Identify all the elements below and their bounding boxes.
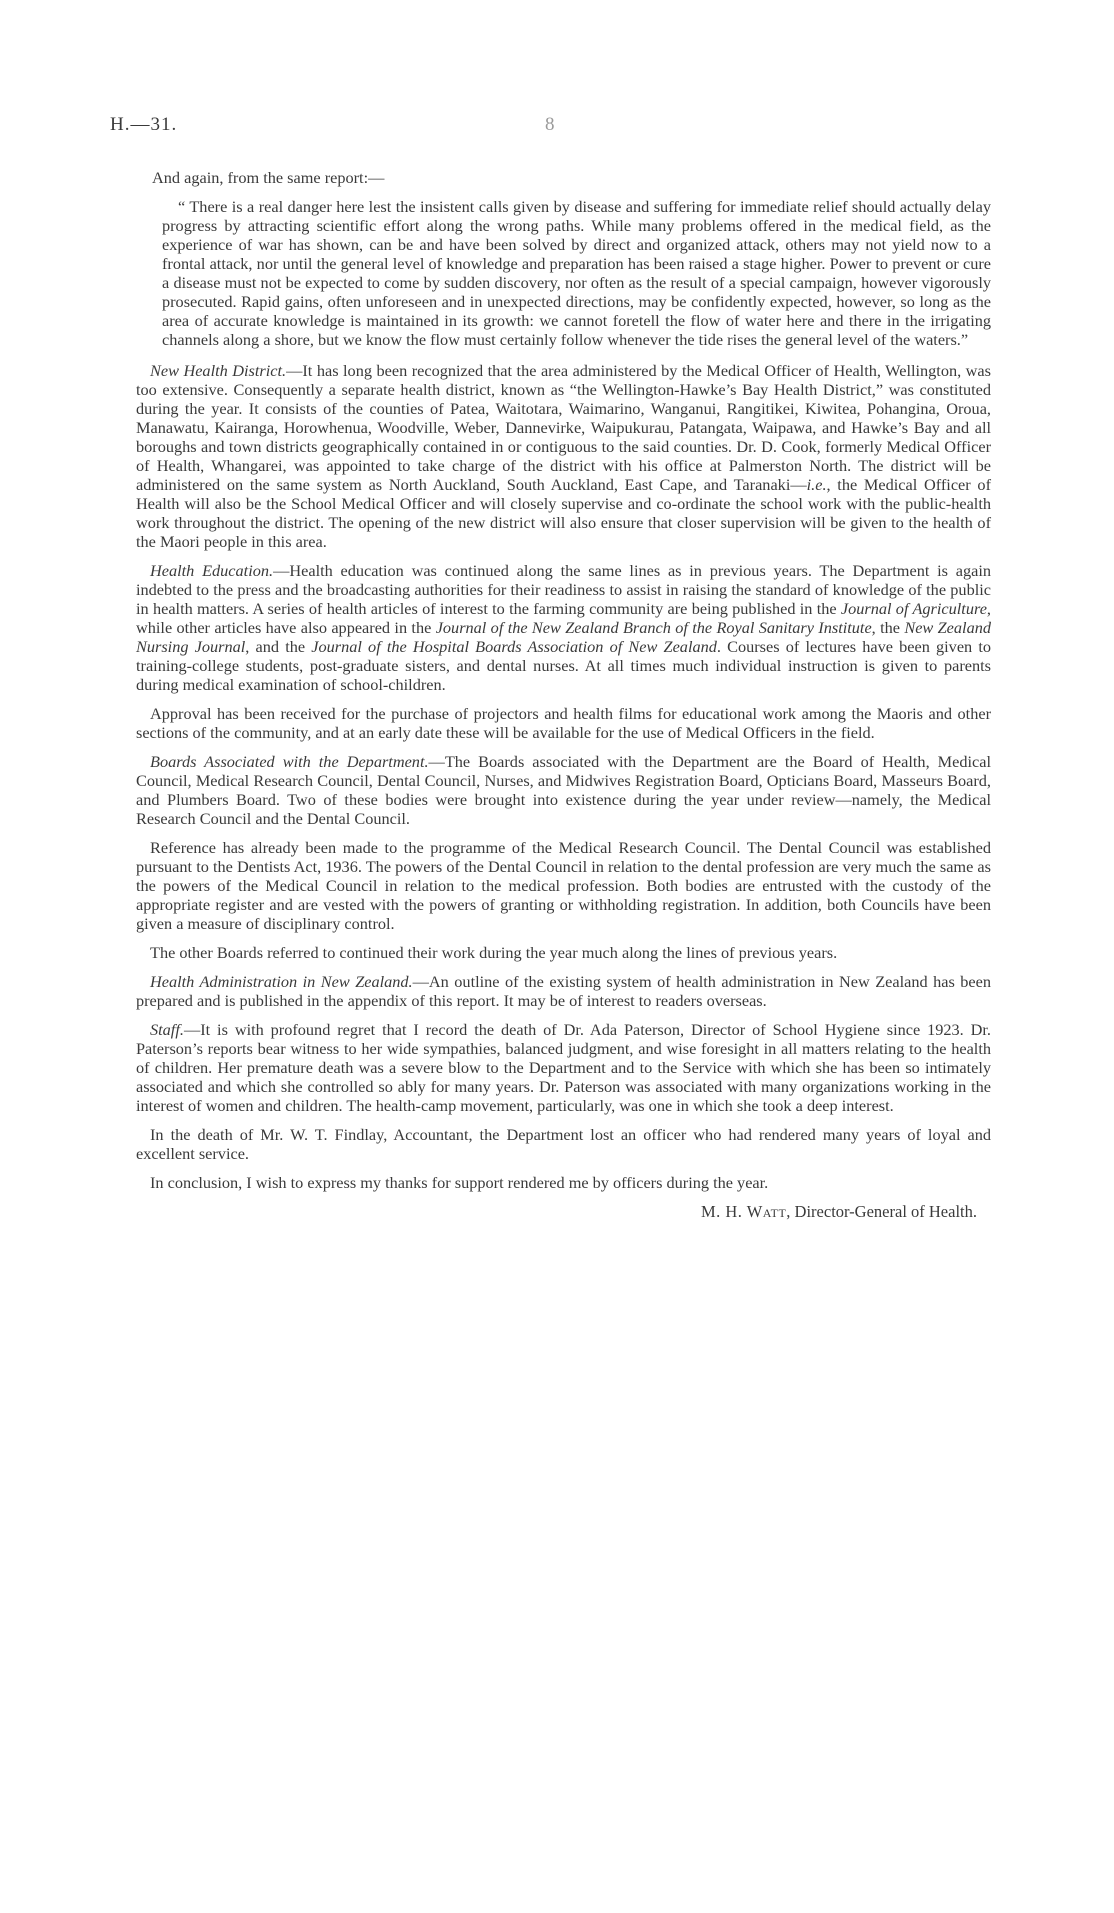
heading-staff: Staff. [150, 1020, 184, 1039]
paragraph-administration [136, 972, 991, 1010]
ie-abbrev: i.e. [806, 475, 827, 494]
body-text [136, 168, 991, 1231]
paragraph-approval: Approval has been received for the purchase of projectors and health films for educational work among the Maoris and other sections of the community, and at an early date these will be available for the use of Medical Officers in the field. [136, 704, 991, 742]
signature [136, 1202, 991, 1221]
report-quote: “ There is a real danger here lest the insistent calls given by disease and suffering for immediate relief should actually delay progress by attracting scientific effort along the wrong paths. While many problems offered in the medical field, as the experience of war has shown, can be and have been solved by direct and organized attack, others may not yield now to a frontal attack, nor until the general level of knowledge and preparation has been raised a stage higher. Power to prevent or cure a disease must not be expected to come by sudden discovery, nor often as the result of a special campaign, however vigorously prosecuted. Rapid gains, often unforeseen and in unexpected directions, may be confidently expected, however, so long as the area of accurate knowledge is maintained in its growth: we cannot foretell the flow of water here and there in the irrigating channels along a shore, but we know the flow must certainly follow whenever the tide rises the general level of the waters.” [162, 197, 991, 349]
page-number: 8 [545, 114, 555, 135]
health-education-text-1: —Health education was continued along the same lines as in previous years. The Department is again indebted to the press and the broadcasting authorities for their readiness to assist in raising the standard of knowledge of the public in health matters. A series of health articles of interest to the farming community are being published in the [136, 561, 992, 618]
paragraph-new-health-district [136, 361, 991, 551]
new-district-text-2: , the Medical Officer of Health will also be the School Medical Officer and will closely supervise and co-ordinate the school work with the public-health work throughout the district. The opening of the new district will also ensure that closer supervision will be given to the health of the Maori people in this area. [136, 475, 991, 551]
staff-text: —It is with profound regret that I record the death of Dr. Ada Paterson, Director of School Hygiene since 1923. Dr. Paterson’s reports bear witness to her wide sympathies, balanced judgment, and wise foresight in all matters relating to the health of children. Her premature death was a severe blow to the Department and to the Service with which she has been so intimately associated and which she controlled so ably for many years. Dr. Paterson was associated with many organizations working in the interest of women and children. The health-camp movement, particularly, was one in which she took a deep interest. [136, 1020, 991, 1115]
boards-text: —The Boards associated with the Department are the Board of Health, Medical Council, Medical Research Council, Dental Council, Nurses, and Midwives Registration Board, Opticians Board, Masseurs Board, and Plumbers Board. Two of these bodies were brought into existence during the year under review—namely, the Medical Research Council and the Dental Council. [136, 752, 991, 828]
paragraph-conclusion: In conclusion, I wish to express my thanks for support rendered me by officers during the year. [150, 1173, 769, 1192]
health-education-text-4: , and the [245, 637, 312, 656]
paragraph-health-education [136, 561, 991, 694]
journal-nursing: New Zealand Nursing Journal [136, 618, 991, 656]
administration-text: —An outline of the existing system of health administration in New Zealand has been prepared and is published in the appendix of this report. It may be of interest to readers overseas. [136, 972, 992, 1010]
signature-name: M. H. Watt [700, 1202, 787, 1221]
health-education-text-2: , while other articles have also appeared in the [136, 599, 991, 637]
paragraph-findlay: In the death of Mr. W. T. Findlay, Accountant, the Department lost an officer who had rendered many years of loyal and excellent service. [136, 1125, 991, 1163]
health-education-text-3: , the [871, 618, 905, 637]
journal-hospital-boards: Journal of the Hospital Boards Association of New Zealand [311, 637, 717, 656]
new-district-text: —It has long been recognized that the area administered by the Medical Officer of Health, Wellington, was too extensive. Consequently a separate health district, known as “the Wellington-Hawke’s Bay Health District,” was constituted during the year. It consists of the counties of Patea, Waitotara, Waimarino, Wanganui, Rangitikei, Kiwitea, Pohangina, Oroua, Manawatu, Kairanga, Horowhenua, Woodville, Weber, Dannevirke, Waipukurau, Patangata, Waipawa, and Hawke’s Bay and all boroughs and town districts geographically contained in or contiguous to the said counties. Dr. D. Cook, formerly Medical Officer of Health, Whangarei, was appointed to take charge of the district with his office at Palmerston North. The district will be administered on the same system as North Auckland, South Auckland, East Cape, and Taranaki— [136, 361, 991, 494]
journal-agriculture: Journal of Agriculture [840, 599, 987, 618]
paragraph-staff [136, 1020, 991, 1115]
paragraph-boards [136, 752, 991, 828]
paragraph-other-boards: The other Boards referred to continued their work during the year much along the lines of previous years. [150, 943, 838, 962]
heading-administration: Health Administration in New Zealand. [150, 972, 413, 991]
heading-health-education: Health Education. [150, 561, 274, 580]
document-reference: H.—31. [110, 114, 178, 135]
journal-sanitary-institute: Journal of the New Zealand Branch of the Royal Sanitary Institute [435, 618, 872, 637]
paragraph-reference: Reference has already been made to the programme of the Medical Research Council. The Dental Council was established pursuant to the Dentists Act, 1936. The powers of the Dental Council in relation to the dental profession are very much the same as the powers of the Medical Council in relation to the medical profession. Both bodies are entrusted with the custody of the appropriate register and are vested with the powers of granting or withholding registration. In addition, both Councils have been given a measure of disciplinary control. [136, 838, 991, 933]
signature-title: , Director-General of Health. [786, 1202, 977, 1221]
heading-boards: Boards Associated with the Department. [150, 752, 429, 771]
heading-new-health-district: New Health District. [150, 361, 287, 380]
intro-line: And again, from the same report:— [152, 168, 385, 187]
page-header [110, 114, 1010, 138]
health-education-text-5: . Courses of lectures have been given to training-college students, post-graduate sisters, and dental nurses. At all times much individual instruction is given to parents during medical examination of school-children. [136, 637, 992, 694]
